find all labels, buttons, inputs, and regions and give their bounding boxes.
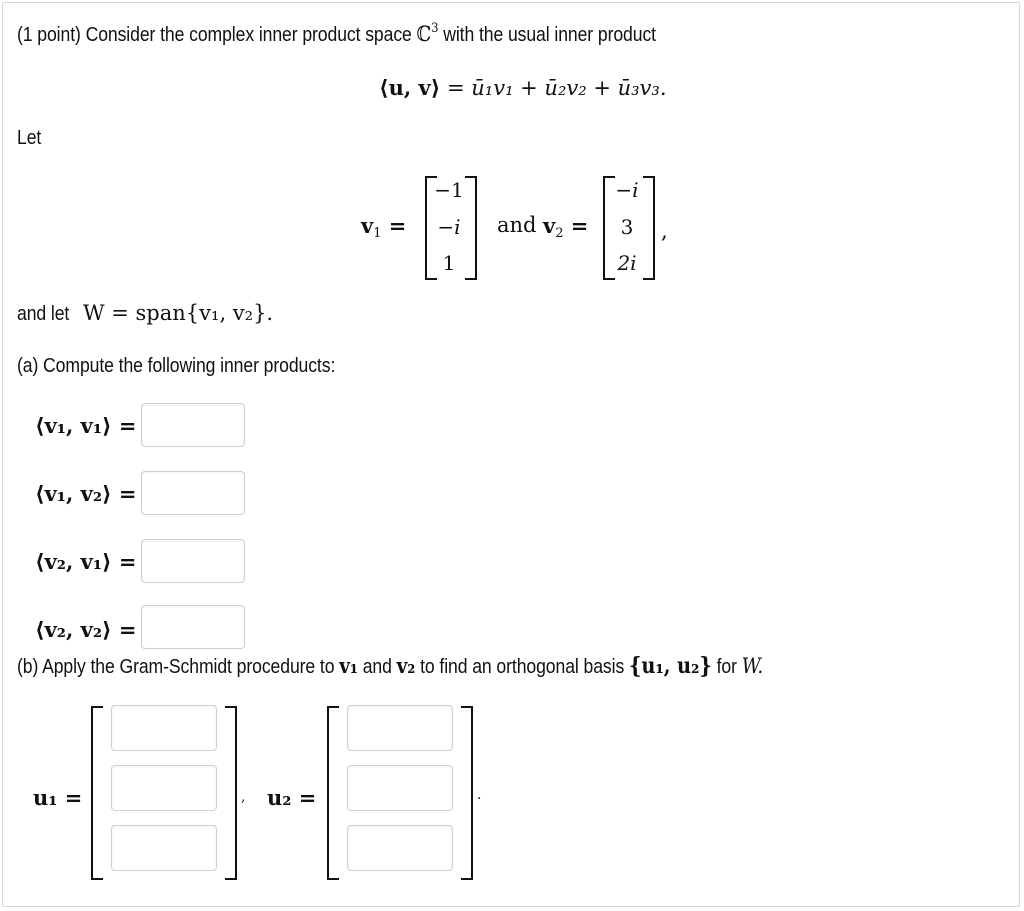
ip-label-1: ⟨v₁, v₁⟩ =: [35, 413, 137, 438]
u2-entry-1-input[interactable]: [347, 705, 453, 751]
v2-label: $v_2$ =: [543, 213, 589, 241]
ip-label-2: ⟨v₁, v₂⟩ =: [35, 481, 137, 506]
answer-v1v2-input[interactable]: [141, 471, 245, 515]
problem-panel: [2, 2, 1020, 907]
span-expression: W = span{v₁, v₂}.: [83, 301, 274, 325]
u2-left-bracket: [327, 706, 339, 880]
u2-right-bracket: [461, 706, 473, 880]
u2-entry-3-input[interactable]: [347, 825, 453, 871]
u1-label: u₁ =: [33, 785, 83, 810]
v1-entry-1: −1: [434, 178, 464, 202]
v1-entry-3: 1: [442, 251, 456, 275]
u1-entry-3-input[interactable]: [111, 825, 217, 871]
span-line-prefix: and let: [17, 303, 70, 325]
v1-label: $v_1$ =: [361, 213, 407, 241]
answer-v2v1-input[interactable]: [141, 539, 245, 583]
space-symbol: ℂ$^3$: [416, 21, 439, 46]
u1-entry-1-input[interactable]: [111, 705, 217, 751]
and-word: and: [497, 213, 537, 237]
answer-v2v2-input[interactable]: [141, 605, 245, 649]
v2-entry-2: 3: [620, 215, 634, 239]
inner-product-definition: [379, 75, 667, 100]
intro-line: [17, 21, 656, 47]
definition-lhs: ⟨u, v⟩: [379, 75, 441, 100]
u2-trailing-period: .: [477, 787, 482, 803]
intro-prefix: (1 point) Consider the complex inner product space: [17, 24, 412, 46]
ip-label-3: ⟨v₂, v₁⟩ =: [35, 549, 137, 574]
ip-label-4: ⟨v₂, v₂⟩ =: [35, 617, 137, 642]
v1-entry-2: −i: [437, 215, 461, 239]
part-a-heading: (a) Compute the following inner products:: [17, 355, 336, 377]
v2-entry-1: −i: [615, 178, 639, 202]
answer-v1v1-input[interactable]: [141, 403, 245, 447]
u2-entry-2-input[interactable]: [347, 765, 453, 811]
intro-suffix: with the usual inner product: [443, 24, 656, 46]
definition-rhs: = ū₁v₁ + ū₂v₂ + ū₃v₃.: [446, 76, 667, 100]
u1-entry-2-input[interactable]: [111, 765, 217, 811]
u1-trailing-comma: ,: [241, 789, 246, 805]
u1-left-bracket: [91, 706, 103, 880]
u2-label: u₂ =: [267, 785, 317, 810]
v2-entry-3: 2i: [617, 251, 637, 275]
part-b-heading: (b) Apply the Gram-Schmidt procedure to v₁ and v₂ to find an orthogonal basis {u₁, u₂} for W.: [17, 653, 764, 679]
u1-right-bracket: [225, 706, 237, 880]
vectors-trailing-comma: ,: [661, 219, 668, 243]
let-label: Let: [17, 127, 42, 149]
